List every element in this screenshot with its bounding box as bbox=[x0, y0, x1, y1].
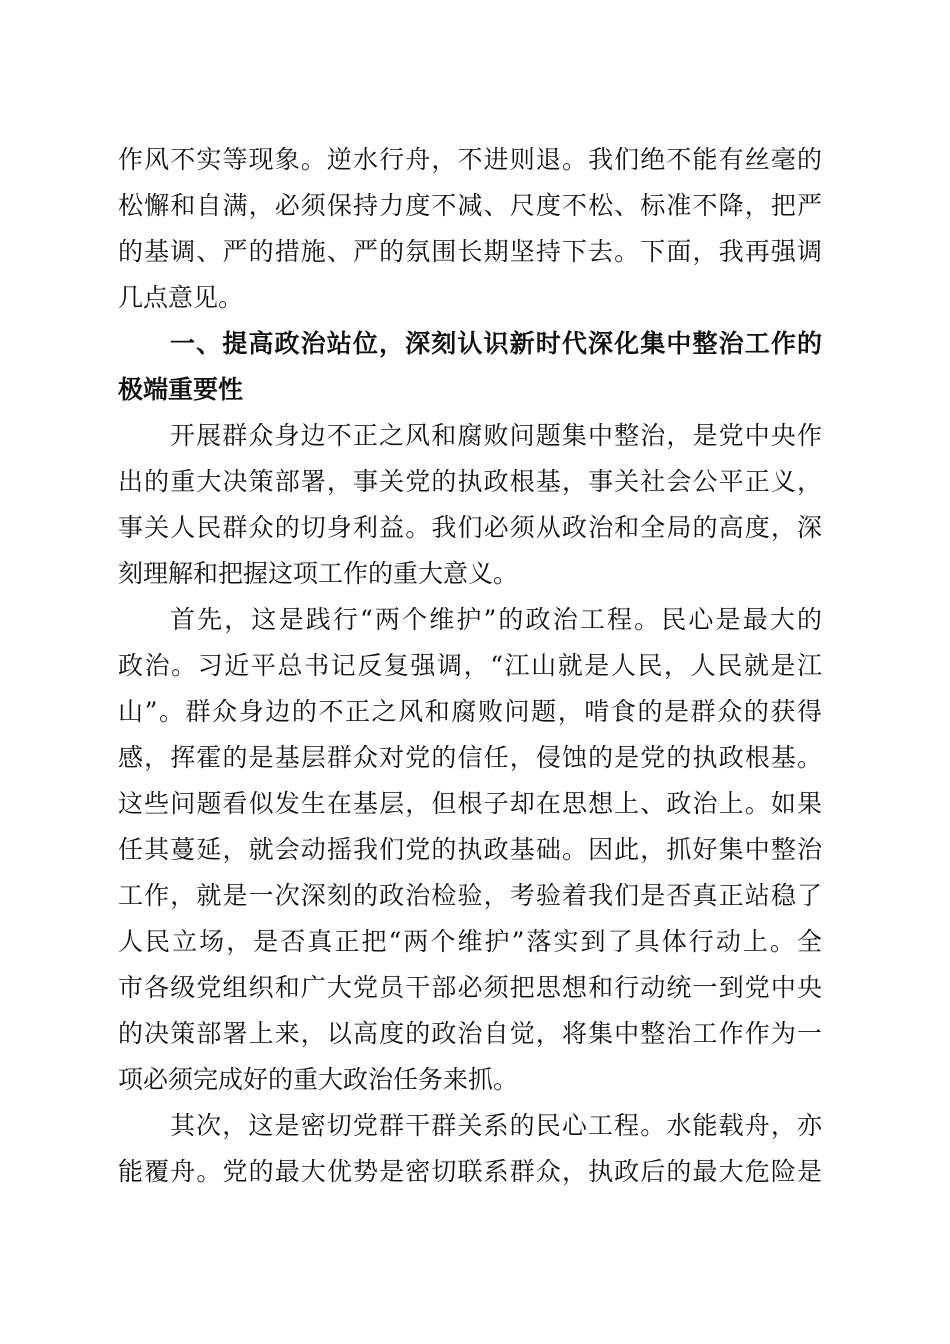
text-line: 出的重大决策部署，事关党的执政根基，事关社会公平正义， bbox=[118, 467, 822, 496]
text-line: 几点意见。 bbox=[118, 283, 244, 312]
text-line: 感，挥霍的是基层群众对党的信任，侵蚀的是党的执政根基。 bbox=[118, 743, 822, 772]
text-line: 能覆舟。党的最大优势是密切联系群众，执政后的最大危险是 bbox=[118, 1157, 822, 1186]
paragraph bbox=[118, 1103, 822, 1195]
text-line: 山”。群众身边的不正之风和腐败问题，啃食的是群众的获得 bbox=[118, 697, 822, 726]
text-line: 开展群众身边不正之风和腐败问题集中整治，是党中央作 bbox=[170, 421, 822, 450]
text-line: 人民立场，是否真正把“两个维护”落实到了具体行动上。全 bbox=[118, 927, 822, 956]
text-line: 的决策部署上来，以高度的政治自觉，将集中整治工作作为一 bbox=[118, 1019, 822, 1048]
text-line: 这些问题看似发生在基层，但根子却在思想上、政治上。如果 bbox=[118, 789, 822, 818]
text-line: 其次，这是密切党群干群关系的民心工程。水能载舟，亦 bbox=[170, 1111, 822, 1140]
paragraph bbox=[118, 137, 822, 321]
text-line: 市各级党组织和广大党员干部必须把思想和行动统一到党中央 bbox=[118, 973, 822, 1002]
text-line: 政治。习近平总书记反复强调，“江山就是人民，人民就是江 bbox=[118, 651, 822, 680]
paragraph bbox=[118, 413, 822, 597]
paragraph bbox=[118, 597, 822, 1103]
text-line: 任其蔓延，就会动摇我们党的执政基础。因此，抓好集中整治 bbox=[118, 835, 822, 864]
text-line: 首先，这是践行“两个维护”的政治工程。民心是最大的 bbox=[170, 605, 822, 634]
text-line: 工作，就是一次深刻的政治检验，考验着我们是否真正站稳了 bbox=[118, 881, 822, 910]
text-line: 刻理解和把握这项工作的重大意义。 bbox=[118, 559, 519, 588]
text-line: 作风不实等现象。逆水行舟，不进则退。我们绝不能有丝毫的 bbox=[118, 145, 822, 174]
text-line: 极端重要性 bbox=[118, 375, 244, 404]
document-page bbox=[118, 137, 822, 1195]
text-line: 的基调、严的措施、严的氛围长期坚持下去。下面，我再强调 bbox=[118, 237, 822, 266]
text-line: 一、提高政治站位，深刻认识新时代深化集中整治工作的 bbox=[170, 329, 822, 358]
text-line: 松懈和自满，必须保持力度不减、尺度不松、标准不降，把严 bbox=[118, 191, 822, 220]
text-line: 事关人民群众的切身利益。我们必须从政治和全局的高度，深 bbox=[118, 513, 822, 542]
section-heading bbox=[118, 321, 822, 413]
text-line: 项必须完成好的重大政治任务来抓。 bbox=[118, 1065, 519, 1094]
